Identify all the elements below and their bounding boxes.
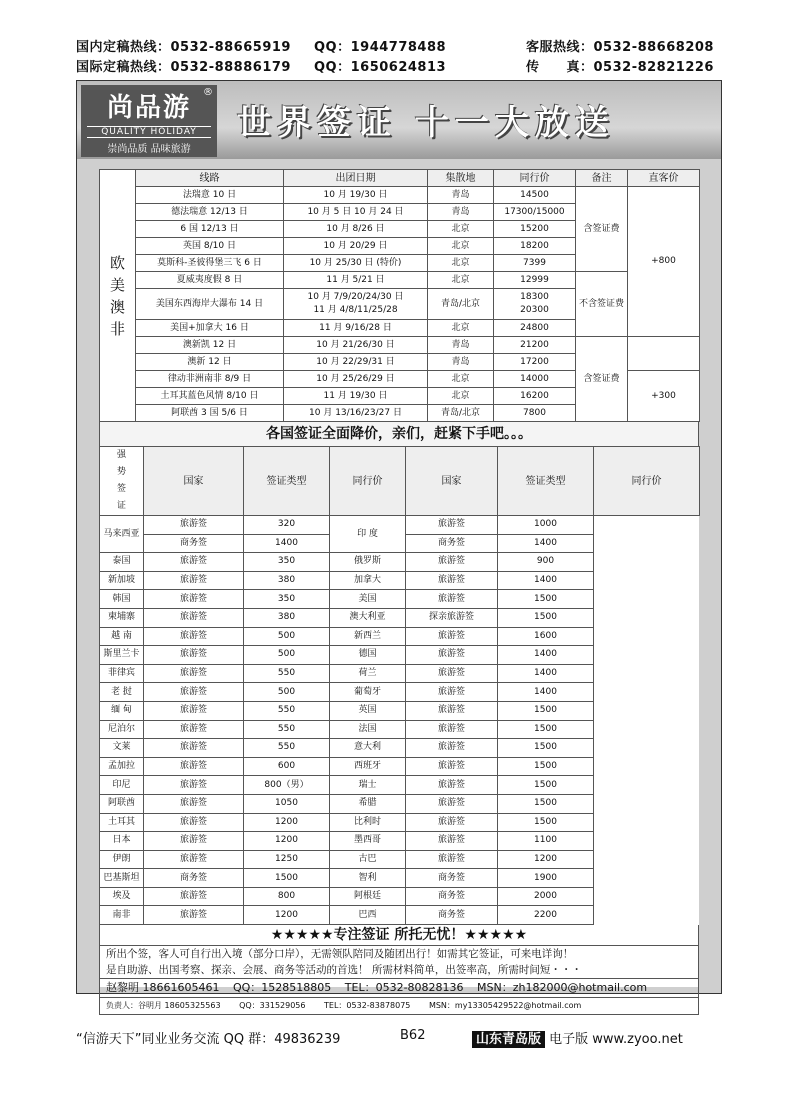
visa-country: 土耳其 xyxy=(100,813,144,832)
domestic-phone: 0532-88665919 xyxy=(170,40,291,55)
visa-country: 日本 xyxy=(100,832,144,851)
visa-country: 德国 xyxy=(330,646,406,665)
visa-price: 1050 xyxy=(244,794,330,813)
col-country: 国家 xyxy=(144,447,244,516)
visa-price: 350 xyxy=(244,590,330,609)
visa-country: 菲律宾 xyxy=(100,664,144,683)
visa-country: 阿联酋 xyxy=(100,794,144,813)
visa-price: 1400 xyxy=(244,534,330,553)
visa-country: 尼泊尔 xyxy=(100,720,144,739)
table-row xyxy=(100,272,700,289)
route-date: 10 月 5 日 10 月 24 日 xyxy=(284,204,428,221)
visa-country: 越 南 xyxy=(100,627,144,646)
region-char: 势 xyxy=(116,467,126,477)
region-char: 强 xyxy=(116,450,126,460)
route-date: 11 月 5/21 日 xyxy=(284,272,428,289)
route-place: 北京 xyxy=(428,388,494,405)
brand-logo xyxy=(81,85,217,157)
table-row xyxy=(100,516,700,535)
visa-type: 旅游签 xyxy=(406,627,498,646)
visa-country: 瑞士 xyxy=(330,776,406,795)
route-place: 青岛/北京 xyxy=(428,405,494,422)
table-row xyxy=(100,832,700,851)
fax-line xyxy=(526,56,714,75)
visa-price: 1500 xyxy=(498,590,594,609)
route-name: 夏威夷度假 8 日 xyxy=(136,272,284,289)
visa-type: 商务签 xyxy=(406,534,498,553)
col-date: 出团日期 xyxy=(284,170,428,187)
visa-table xyxy=(99,446,700,925)
route-name: 莫斯科-圣彼得堡三飞 6 日 xyxy=(136,255,284,272)
visa-country: 伊朗 xyxy=(100,850,144,869)
route-price: 16200 xyxy=(494,388,576,405)
route-date: 10 月 19/30 日 xyxy=(284,187,428,204)
route-name: 美国东西海岸大瀑布 14 日 xyxy=(136,289,284,320)
visa-price: 1500 xyxy=(244,869,330,888)
visa-price: 1500 xyxy=(498,757,594,776)
edition-site: 电子版 www.zyoo.net xyxy=(549,1032,683,1047)
contact-line xyxy=(99,978,699,998)
visa-price: 320 xyxy=(244,516,330,535)
visa-price: 1200 xyxy=(244,906,330,925)
visa-type: 旅游签 xyxy=(144,776,244,795)
route-note: 含签证费 xyxy=(576,337,628,422)
route-note: 含签证费 xyxy=(576,187,628,272)
col-visa-price: 同行价 xyxy=(594,447,700,516)
col-visa-price: 同行价 xyxy=(330,447,406,516)
page-number: B62 xyxy=(400,1028,426,1043)
route-place: 青岛 xyxy=(428,187,494,204)
route-date-line2: 11 月 4/8/11/25/28 xyxy=(313,305,398,315)
visa-price: 550 xyxy=(244,664,330,683)
table-row xyxy=(100,701,700,720)
logo-slogan: 崇尚品质 品味旅游 xyxy=(107,144,191,155)
visa-type: 旅游签 xyxy=(144,664,244,683)
col-note: 备注 xyxy=(576,170,628,187)
visa-type: 商务签 xyxy=(144,534,244,553)
route-price xyxy=(494,289,576,320)
visa-country: 法国 xyxy=(330,720,406,739)
visa-price: 1400 xyxy=(498,534,594,553)
route-place: 北京 xyxy=(428,255,494,272)
visa-price: 1200 xyxy=(498,850,594,869)
visa-country: 西班牙 xyxy=(330,757,406,776)
domestic-qq: QQ：1944778488 xyxy=(314,40,447,55)
visa-type: 旅游签 xyxy=(406,553,498,572)
route-direct-price: +300 xyxy=(628,371,700,422)
route-price: 18200 xyxy=(494,238,576,255)
route-date xyxy=(284,289,428,320)
contact-msn: MSN：zh182000@hotmail.com xyxy=(477,981,648,995)
intl-label: 国际定稿热线： xyxy=(76,60,171,75)
route-name: 德法瑞意 12/13 日 xyxy=(136,204,284,221)
region-char: 美 xyxy=(109,275,125,294)
col-route: 线路 xyxy=(136,170,284,187)
table-row xyxy=(100,794,700,813)
visa-type: 旅游签 xyxy=(144,850,244,869)
service-hotline xyxy=(526,36,714,55)
visa-price: 1250 xyxy=(244,850,330,869)
visa-price: 1000 xyxy=(498,516,594,535)
visa-country: 新加坡 xyxy=(100,571,144,590)
visa-country: 英国 xyxy=(330,701,406,720)
region-label xyxy=(100,170,136,422)
footer-group: “信游天下”同业业务交流 QQ 群：49836239 xyxy=(76,1032,341,1047)
visa-country: 老 挝 xyxy=(100,683,144,702)
price-drop-notice: 各国签证全面降价，亲们，赶紧下手吧。。。 xyxy=(99,422,699,446)
table-row xyxy=(100,627,700,646)
region-char: 签 xyxy=(116,484,126,494)
visa-country: 葡萄牙 xyxy=(330,683,406,702)
domestic-hotline xyxy=(76,36,446,55)
region-char: 非 xyxy=(109,319,125,338)
visa-country: 新西兰 xyxy=(330,627,406,646)
route-place: 青岛 xyxy=(428,204,494,221)
visa-type: 旅游签 xyxy=(144,794,244,813)
visa-country: 文莱 xyxy=(100,739,144,758)
visa-country: 比利时 xyxy=(330,813,406,832)
visa-price: 550 xyxy=(244,701,330,720)
region-char: 证 xyxy=(116,501,126,511)
visa-region-label xyxy=(100,447,144,516)
advert-frame xyxy=(76,80,722,1011)
route-place: 北京 xyxy=(428,371,494,388)
visa-price: 500 xyxy=(244,646,330,665)
table-row xyxy=(100,739,700,758)
visa-country: 智利 xyxy=(330,869,406,888)
visa-type: 商务签 xyxy=(406,869,498,888)
route-price: 24800 xyxy=(494,320,576,337)
visa-country: 南非 xyxy=(100,906,144,925)
visa-country: 韩国 xyxy=(100,590,144,609)
visa-country: 缅 甸 xyxy=(100,701,144,720)
visa-type: 旅游签 xyxy=(406,683,498,702)
route-price: 17300/15000 xyxy=(494,204,576,221)
visa-price: 1600 xyxy=(498,627,594,646)
visa-type: 旅游签 xyxy=(406,664,498,683)
visa-type: 商务签 xyxy=(144,869,244,888)
visa-type: 旅游签 xyxy=(144,590,244,609)
table-row xyxy=(100,553,700,572)
edition-tag: 山东青岛版 xyxy=(472,1031,545,1048)
route-price: 14000 xyxy=(494,371,576,388)
table-row xyxy=(100,776,700,795)
col-direct: 直客价 xyxy=(628,170,700,187)
visa-type: 旅游签 xyxy=(406,794,498,813)
table-row xyxy=(100,906,700,925)
visa-country: 印尼 xyxy=(100,776,144,795)
visa-price: 1200 xyxy=(244,832,330,851)
visa-type: 商务签 xyxy=(406,887,498,906)
banner xyxy=(77,81,721,159)
region-text xyxy=(100,252,135,340)
desc-line: 是自助游、出国考察、探亲、会展、商务等活动的首选！ 所需材料简单，出签率高，所需时间短・・・ xyxy=(106,964,582,977)
table-row xyxy=(100,813,700,832)
visa-price: 350 xyxy=(244,553,330,572)
visa-price: 1500 xyxy=(498,794,594,813)
visa-type: 旅游签 xyxy=(144,516,244,535)
route-price: 14500 xyxy=(494,187,576,204)
visa-country: 荷兰 xyxy=(330,664,406,683)
visa-price: 1500 xyxy=(498,739,594,758)
route-date: 11 月 9/16/28 日 xyxy=(284,320,428,337)
visa-price: 500 xyxy=(244,683,330,702)
visa-price: 900 xyxy=(498,553,594,572)
route-place: 北京 xyxy=(428,221,494,238)
visa-type: 旅游签 xyxy=(144,608,244,627)
visa-type: 旅游签 xyxy=(144,832,244,851)
route-place: 青岛 xyxy=(428,354,494,371)
visa-type: 旅游签 xyxy=(406,850,498,869)
route-date: 10 月 25/30 日 (特价) xyxy=(284,255,428,272)
intl-qq: QQ：1650624813 xyxy=(314,60,447,75)
fax-phone: 0532-82821226 xyxy=(593,60,714,75)
route-price: 17200 xyxy=(494,354,576,371)
table-row xyxy=(100,683,700,702)
visa-type: 旅游签 xyxy=(406,832,498,851)
visa-price: 1500 xyxy=(498,813,594,832)
logo-en: QUALITY HOLIDAY xyxy=(87,126,211,138)
table-row xyxy=(100,187,700,204)
route-name: 律动非洲南非 8/9 日 xyxy=(136,371,284,388)
visa-type: 旅游签 xyxy=(406,739,498,758)
contact-tel: TEL：0532-80828136 xyxy=(344,981,464,995)
route-price: 7800 xyxy=(494,405,576,422)
table-row xyxy=(100,590,700,609)
visa-country: 孟加拉 xyxy=(100,757,144,776)
table-row xyxy=(100,887,700,906)
visa-price: 1500 xyxy=(498,608,594,627)
visa-type: 旅游签 xyxy=(144,646,244,665)
visa-type: 旅游签 xyxy=(144,906,244,925)
visa-price: 1400 xyxy=(498,571,594,590)
visa-type: 探亲旅游签 xyxy=(406,608,498,627)
visa-price: 1400 xyxy=(498,646,594,665)
route-price-line2: 20300 xyxy=(520,305,549,315)
visa-price: 380 xyxy=(244,571,330,590)
footer-edition xyxy=(472,1028,683,1047)
visa-type: 旅游签 xyxy=(144,571,244,590)
visa-price: 800 xyxy=(244,887,330,906)
route-price: 12999 xyxy=(494,272,576,289)
visa-price: 500 xyxy=(244,627,330,646)
route-price: 21200 xyxy=(494,337,576,354)
registered-mark: ® xyxy=(203,87,213,98)
visa-type: 旅游签 xyxy=(406,590,498,609)
col-visa-type: 签证类型 xyxy=(498,447,594,516)
visa-country: 埃及 xyxy=(100,887,144,906)
visa-price: 2000 xyxy=(498,887,594,906)
manager-tel: TEL：0532-83878075 xyxy=(324,1001,411,1011)
table-row xyxy=(100,720,700,739)
visa-country: 澳大利亚 xyxy=(330,608,406,627)
visa-type: 旅游签 xyxy=(406,720,498,739)
route-name: 英国 8/10 日 xyxy=(136,238,284,255)
visa-type: 旅游签 xyxy=(144,627,244,646)
visa-price: 1400 xyxy=(498,664,594,683)
visa-country: 阿根廷 xyxy=(330,887,406,906)
route-direct-price: +800 xyxy=(628,187,700,337)
visa-type: 旅游签 xyxy=(144,739,244,758)
manager-msn: MSN：my13305429522@hotmail.com xyxy=(428,1001,582,1011)
visa-type: 旅游签 xyxy=(144,887,244,906)
visa-price: 1100 xyxy=(498,832,594,851)
visa-price: 550 xyxy=(244,739,330,758)
route-date: 10 月 25/26/29 日 xyxy=(284,371,428,388)
visa-country: 美国 xyxy=(330,590,406,609)
route-price: 7399 xyxy=(494,255,576,272)
route-place: 青岛 xyxy=(428,337,494,354)
visa-price: 800（男） xyxy=(244,776,330,795)
route-name: 美国+加拿大 16 日 xyxy=(136,320,284,337)
visa-country: 泰国 xyxy=(100,553,144,572)
manager-line xyxy=(99,998,699,1015)
visa-price: 1500 xyxy=(498,720,594,739)
route-name: 阿联酋 3 国 5/6 日 xyxy=(136,405,284,422)
col-place: 集散地 xyxy=(428,170,494,187)
route-date: 10 月 8/26 日 xyxy=(284,221,428,238)
fax-label: 传 真： xyxy=(526,60,594,75)
route-direct-blank xyxy=(628,337,700,371)
visa-type: 旅游签 xyxy=(144,813,244,832)
route-date: 10 月 13/16/23/27 日 xyxy=(284,405,428,422)
visa-price: 550 xyxy=(244,720,330,739)
slogan-stars: ★★★★★专注签证 所托无忧！★★★★★ xyxy=(99,925,699,946)
table-row xyxy=(100,337,700,354)
service-label: 客服热线： xyxy=(526,40,594,55)
route-date-line1: 10 月 7/9/20/24/30 日 xyxy=(307,292,404,302)
visa-price: 380 xyxy=(244,608,330,627)
route-date: 10 月 20/29 日 xyxy=(284,238,428,255)
route-place: 青岛/北京 xyxy=(428,289,494,320)
table-row xyxy=(100,869,700,888)
route-name: 土耳其蓝色风情 8/10 日 xyxy=(136,388,284,405)
service-phone: 0532-88668208 xyxy=(593,40,714,55)
domestic-label: 国内定稿热线： xyxy=(76,40,171,55)
region-char: 澳 xyxy=(109,297,125,316)
col-country: 国家 xyxy=(406,447,498,516)
table-row xyxy=(100,646,700,665)
visa-price: 2200 xyxy=(498,906,594,925)
content-sheet xyxy=(99,169,699,1011)
table-row xyxy=(100,608,700,627)
visa-header-row xyxy=(100,447,700,516)
route-date: 11 月 19/30 日 xyxy=(284,388,428,405)
visa-type: 旅游签 xyxy=(406,516,498,535)
visa-type: 旅游签 xyxy=(406,813,498,832)
visa-type: 旅游签 xyxy=(406,701,498,720)
logo-name: 尚品游 xyxy=(106,93,191,123)
visa-country: 俄罗斯 xyxy=(330,553,406,572)
visa-country: 意大利 xyxy=(330,739,406,758)
route-place: 北京 xyxy=(428,320,494,337)
visa-country: 古巴 xyxy=(330,850,406,869)
route-price-line1: 18300 xyxy=(520,292,549,302)
intl-hotline xyxy=(76,56,446,75)
visa-type: 旅游签 xyxy=(144,701,244,720)
intl-phone: 0532-88886179 xyxy=(170,60,291,75)
visa-price: 600 xyxy=(244,757,330,776)
headline: 世界签证 十一大放送 xyxy=(237,103,615,143)
visa-type: 旅游签 xyxy=(406,646,498,665)
visa-type: 旅游签 xyxy=(406,757,498,776)
visa-price: 1200 xyxy=(244,813,330,832)
route-name: 法瑞意 10 日 xyxy=(136,187,284,204)
route-place: 北京 xyxy=(428,272,494,289)
visa-price: 1500 xyxy=(498,701,594,720)
visa-price: 1500 xyxy=(498,776,594,795)
visa-price: 1400 xyxy=(498,683,594,702)
routes-header-row xyxy=(100,170,700,187)
table-row xyxy=(100,850,700,869)
visa-country: 柬埔寨 xyxy=(100,608,144,627)
desc-line: 所出个签，客人可自行出入境（部分口岸），无需领队陪同及随团出行！如需其它签证，可来电详询！ xyxy=(106,948,574,961)
visa-type: 旅游签 xyxy=(144,683,244,702)
visa-type: 旅游签 xyxy=(144,757,244,776)
manager-qq: QQ：331529056 xyxy=(239,1001,306,1011)
route-name: 6 国 12/13 日 xyxy=(136,221,284,238)
visa-country: 巴基斯坦 xyxy=(100,869,144,888)
route-date: 10 月 21/26/30 日 xyxy=(284,337,428,354)
visa-type: 旅游签 xyxy=(144,553,244,572)
visa-type: 旅游签 xyxy=(406,571,498,590)
route-name: 澳新 12 日 xyxy=(136,354,284,371)
route-note: 不含签证费 xyxy=(576,272,628,337)
table-row xyxy=(100,571,700,590)
visa-country: 加拿大 xyxy=(330,571,406,590)
visa-country: 巴西 xyxy=(330,906,406,925)
visa-country: 印 度 xyxy=(330,516,406,553)
region-char: 欧 xyxy=(109,253,125,272)
col-price: 同行价 xyxy=(494,170,576,187)
table-row xyxy=(100,664,700,683)
visa-country: 墨西哥 xyxy=(330,832,406,851)
route-name: 澳新凯 12 日 xyxy=(136,337,284,354)
visa-type: 旅游签 xyxy=(144,720,244,739)
visa-price: 1900 xyxy=(498,869,594,888)
visa-country: 希腊 xyxy=(330,794,406,813)
contact-qq: QQ：1528518805 xyxy=(232,981,332,995)
visa-type: 旅游签 xyxy=(406,776,498,795)
visa-region-text xyxy=(100,447,143,515)
route-place: 北京 xyxy=(428,238,494,255)
visa-type: 商务签 xyxy=(406,906,498,925)
routes-table xyxy=(99,169,700,422)
contact-name: 赵黎明 xyxy=(106,981,139,995)
col-visa-type: 签证类型 xyxy=(244,447,330,516)
table-row xyxy=(100,757,700,776)
route-price: 15200 xyxy=(494,221,576,238)
visa-country: 马来西亚 xyxy=(100,516,144,553)
contact-phone: 18661605461 xyxy=(142,981,220,995)
manager-name: 负责人：谷明月 18605325563 xyxy=(106,1001,221,1011)
route-date: 10 月 22/29/31 日 xyxy=(284,354,428,371)
visa-country: 斯里兰卡 xyxy=(100,646,144,665)
description xyxy=(99,946,699,978)
